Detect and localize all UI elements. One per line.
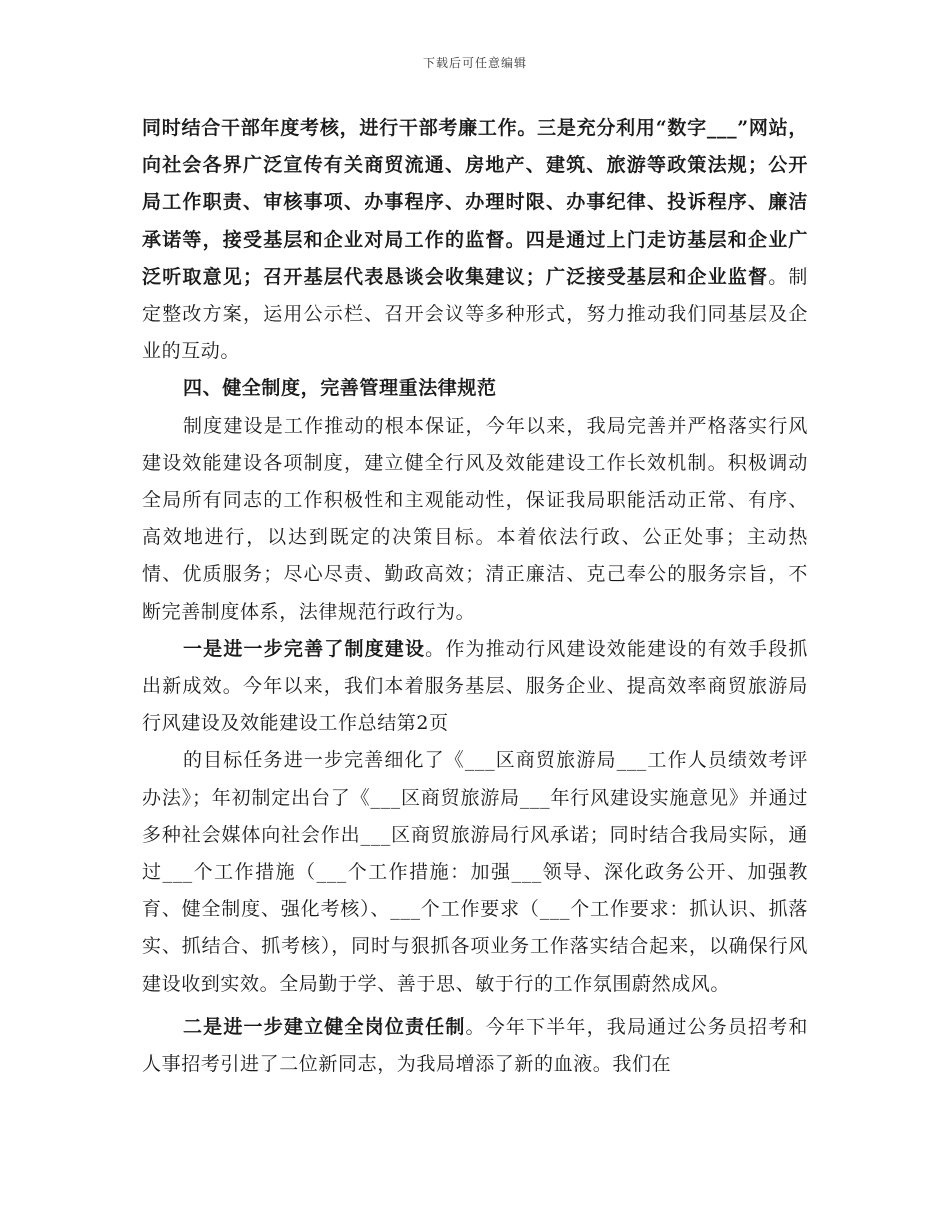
point-one-title: 一是进一步完善了制度建设 — [183, 637, 426, 660]
page-header: 下载后可任意编辑 — [422, 56, 527, 70]
paragraph-publicity-bold: 同时结合干部年度考核，进行干部考廉工作。三是充分利用“数字___”网站，向社会各界广泛宣传有关商贸流通、房地产、建筑、旅游等政策法规；公开局工作职责、审核事项、办事程序、办理时限、办事纪律、投诉程序、廉洁承诺等，接受基层和企业对局工作的监督。四是通过上门走访基层和企业广泛听取意见；召开基层代表恳谈会收集建议；广泛接受基层和企业监督 — [142, 117, 808, 288]
paragraph-goals: 的目标任务进一步完善细化了《___区商贸旅游局___工作人员绩效考评办法》；年初制定出台了《___区商贸旅游局___年行风建设实施意见》并通过多种社会媒体向社会作出___区商贸旅游局行风承诺；同时结合我局实际，通过___个工作措施（___个工作措施：加强___领导、深化政务公开、加强教育、健全制度、强化考核）、___个工作要求（___个工作要求：抓认识、抓落实、抓结合、抓考核），同时与狠抓各项业务工作落实结合起来，以确保行风建设收到实效。全局勤于学、善于思、敏于行的工作氛围蔚然成风。 — [142, 749, 808, 995]
section-heading-4: 四、健全制度，完善管理重法律规范 — [183, 377, 497, 400]
paragraph-point-one — [142, 631, 808, 743]
point-two-title: 二是进一步建立健全岗位责任制 — [183, 1015, 466, 1038]
paragraph-publicity — [142, 110, 808, 370]
paragraph-point-two — [142, 1009, 808, 1083]
paragraph-system-building: 制度建设是工作推动的根本保证，今年以来，我局完善并严格落实行风建设效能建设各项制度，建立健全行风及效能建设工作长效机制。积极调动全局所有同志的工作积极性和主观能动性，保证我局职能活动正常、有序、高效地进行，以达到既定的决策目标。本着依法行政、公正处事；主动热情、优质服务；尽心尽责、勤政高效；清正廉洁、克己奉公的服务宗旨，不断完善制度体系，法律规范行政行为。 — [142, 414, 808, 623]
paragraph-publicity-normal: 。制定整改方案，运用公示栏、召开会议等多种形式，努力推动我们同基层及企业的互动。 — [142, 265, 809, 363]
point-one-text: 。作为推动行风建设效能建设的有效手段抓出新成效。今年以来，我们本着服务基层、服务企业、提高效率商贸旅游局行风建设及效能建设工作总结第2页 — [142, 637, 809, 735]
point-two-text: 。今年下半年，我局通过公务员招考和人事招考引进了二位新同志，为我局增添了新的血液。我们在 — [142, 1015, 809, 1076]
document-body — [142, 110, 808, 1083]
